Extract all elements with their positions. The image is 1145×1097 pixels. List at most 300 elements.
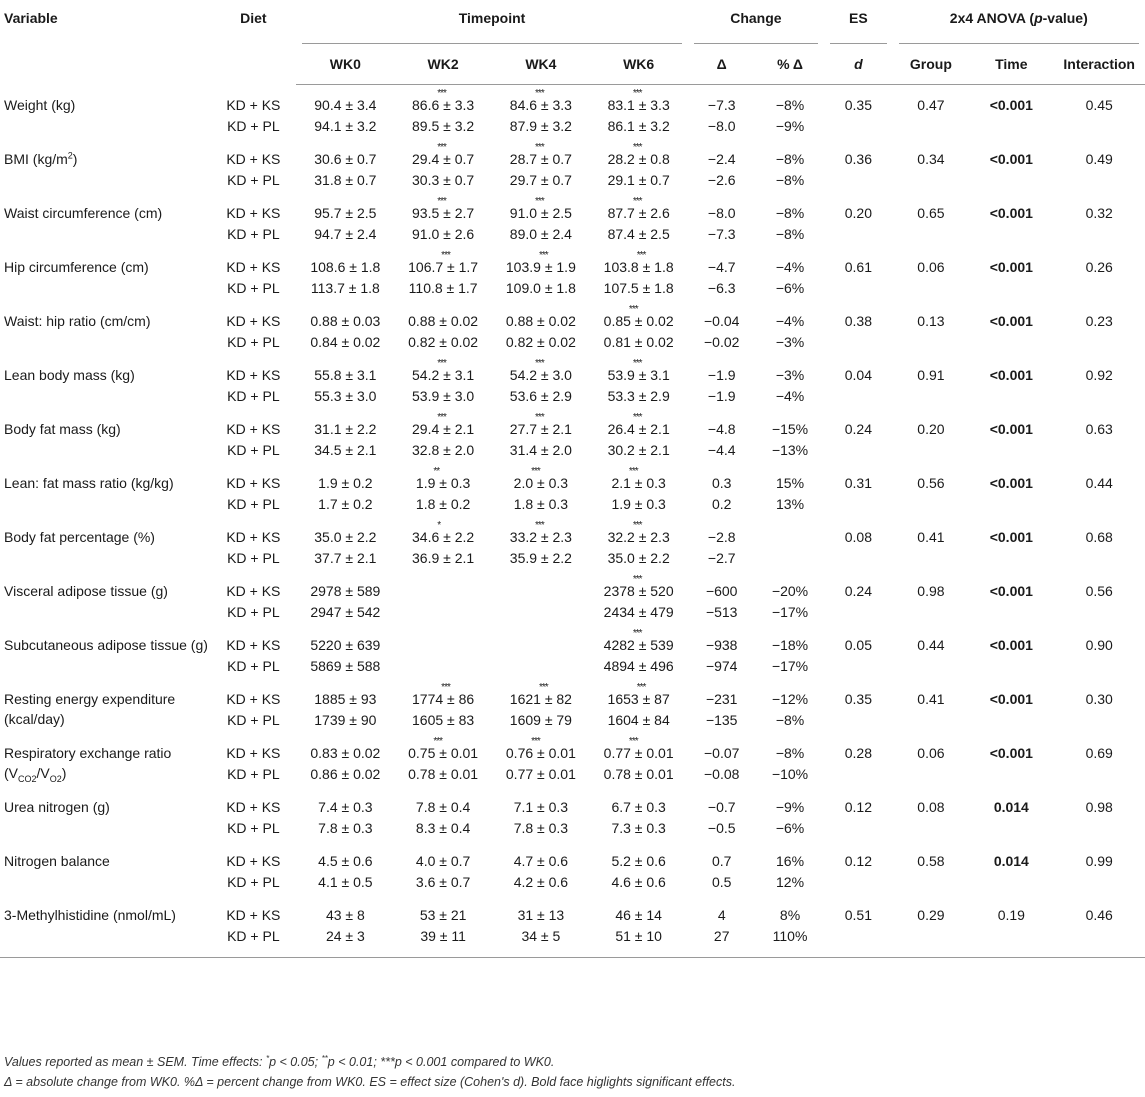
significance-stars: *** xyxy=(535,412,544,423)
diet-label: KD + KS xyxy=(226,259,281,275)
cell-wk0: 113.7 ± 1.8 xyxy=(310,280,380,296)
significance-stars: *** xyxy=(531,466,540,477)
cell-wk0: 30.6 ± 0.7 xyxy=(314,151,377,167)
cell-pct-delta: −20% xyxy=(771,583,809,599)
table-row xyxy=(0,301,1145,329)
table-body xyxy=(0,85,1145,958)
cell-wk4: 35.9 ± 2.2 xyxy=(509,550,572,566)
cell-delta: −231 xyxy=(705,691,738,707)
cell-wk6: 4894 ± 496 xyxy=(603,658,674,674)
diet-label: KD + PL xyxy=(227,658,280,674)
cell-wk6: 2434 ± 479 xyxy=(603,604,674,620)
cell-interaction-p: 0.44 xyxy=(1085,475,1113,491)
cell-pct-delta xyxy=(756,545,824,571)
cell-delta: −1.9 xyxy=(707,388,736,404)
cell-interaction-p: 0.68 xyxy=(1085,529,1113,545)
cell-wk2: 53.9 ± 3.0 xyxy=(412,388,475,404)
cell-es: 0.24 xyxy=(844,583,872,599)
cell-delta: −2.6 xyxy=(707,172,736,188)
cell-interaction-p: 0.23 xyxy=(1085,313,1113,329)
cell-wk6: 2.1 *** ± 0.3 xyxy=(611,466,666,491)
cell-pct-delta: −15% xyxy=(771,421,809,437)
cell-delta: −6.3 xyxy=(707,280,736,296)
cell-wk0: 31.8 ± 0.7 xyxy=(314,172,377,188)
cell-pct-delta: −17% xyxy=(771,658,809,674)
cell-wk2: 1605 ± 83 xyxy=(412,712,475,728)
cell-time-p: <0.001 xyxy=(989,475,1033,491)
cell-es: 0.05 xyxy=(844,637,872,653)
cell-interaction-p: 0.98 xyxy=(1085,799,1113,815)
cell-wk6: 0.77 *** ± 0.01 xyxy=(603,736,674,761)
cell-wk0: 55.3 ± 3.0 xyxy=(314,388,377,404)
header-time: Time xyxy=(969,44,1053,85)
cell-delta: −938 xyxy=(705,637,738,653)
cell-wk2: 93.5 *** ± 2.7 xyxy=(412,196,475,221)
significance-stars: *** xyxy=(632,88,642,99)
table-row xyxy=(0,787,1145,815)
cell-wk2: 32.8 ± 2.0 xyxy=(412,442,475,458)
diet-label: KD + KS xyxy=(226,907,281,923)
cell-interaction-p: 0.56 xyxy=(1085,583,1113,599)
cell-pct-delta: −8% xyxy=(775,172,805,188)
cell-delta: −1.9 xyxy=(707,367,736,383)
cell-wk4: 84.6 *** ± 3.3 xyxy=(509,88,572,113)
variable-name: Weight (kg) xyxy=(4,96,76,113)
cell-wk6: 32.2 *** ± 2.3 xyxy=(607,520,670,545)
diet-label: KD + KS xyxy=(226,151,281,167)
diet-label: KD + KS xyxy=(226,475,281,491)
significance-stars: *** xyxy=(433,736,443,747)
cell-group-p: 0.98 xyxy=(917,583,945,599)
cell-wk2: 89.5 ± 3.2 xyxy=(412,118,475,134)
significance-stars: *** xyxy=(531,736,540,747)
cell-pct-delta: −4% xyxy=(775,259,805,275)
cell-delta: −8.0 xyxy=(707,205,736,221)
cell-es: 0.24 xyxy=(844,421,872,437)
cell-wk4: 29.7 ± 0.7 xyxy=(509,172,572,188)
cell-wk6: 107.5 ± 1.8 xyxy=(603,280,674,296)
cell-group-p: 0.06 xyxy=(917,259,945,275)
cell-wk4: 91.0 *** ± 2.5 xyxy=(509,196,572,221)
variable-name: Urea nitrogen (g) xyxy=(4,799,110,815)
variable-name: Subcutaneous adipose tissue (g) xyxy=(4,637,208,653)
cell-pct-delta: −18% xyxy=(771,637,809,653)
cell-es: 0.20 xyxy=(844,205,872,221)
cell-es: 0.12 xyxy=(844,799,872,815)
cell-time-p: <0.001 xyxy=(989,313,1033,329)
cell-wk6: 53.3 ± 2.9 xyxy=(607,388,670,404)
cell-delta: −513 xyxy=(705,604,738,620)
significance-stars: *** xyxy=(437,412,446,423)
variable-name: Lean: fat mass ratio (kg/kg) xyxy=(4,475,174,491)
diet-label: KD + PL xyxy=(227,604,280,620)
cell-wk4: 28.7 *** ± 0.7 xyxy=(509,142,572,167)
table-row xyxy=(0,571,1145,599)
cell-group-p: 0.65 xyxy=(917,205,945,221)
significance-stars: * xyxy=(437,520,441,531)
cell-delta: −0.08 xyxy=(703,766,740,782)
significance-stars: *** xyxy=(437,196,446,207)
cell-group-p: 0.20 xyxy=(917,421,945,437)
cell-wk4: 1621 *** ± 82 xyxy=(509,682,572,707)
cell-wk6: 35.0 ± 2.2 xyxy=(607,550,670,566)
cell-pct-delta: −12% xyxy=(771,691,809,707)
cell-time-p: <0.001 xyxy=(989,151,1033,167)
significance-stars: *** xyxy=(538,250,548,261)
cell-pct-delta: −6% xyxy=(775,280,805,296)
cell-wk6: 83.1 *** ± 3.3 xyxy=(607,88,670,113)
cell-pct-delta: −8% xyxy=(775,205,805,221)
cell-wk4 xyxy=(492,625,590,653)
cell-wk4: 103.9 *** ± 1.9 xyxy=(505,250,576,275)
cell-wk2: 0.82 ± 0.02 xyxy=(408,334,479,350)
cell-pct-delta: −8% xyxy=(775,97,805,113)
cell-wk6: 6.7 ± 0.3 xyxy=(611,799,666,815)
cell-wk0: 31.1 ± 2.2 xyxy=(314,421,377,437)
cell-wk4: 1609 ± 79 xyxy=(509,712,572,728)
cell-wk2: 8.3 ± 0.4 xyxy=(415,820,471,836)
cell-group-p: 0.29 xyxy=(917,907,945,923)
diet-label: KD + PL xyxy=(227,334,280,350)
cell-wk0: 37.7 ± 2.1 xyxy=(314,550,377,566)
table-row xyxy=(0,463,1145,491)
cell-interaction-p: 0.63 xyxy=(1085,421,1113,437)
cell-es: 0.38 xyxy=(844,313,872,329)
cell-wk6: 46 ± 14 xyxy=(615,907,662,923)
header-wk2: WK2 xyxy=(394,44,492,85)
cell-wk0: 2978 ± 589 xyxy=(310,583,381,599)
cell-wk4: 31 ± 13 xyxy=(517,907,565,923)
diet-label: KD + KS xyxy=(226,799,281,815)
cell-delta: 4 xyxy=(717,907,726,923)
cell-interaction-p: 0.32 xyxy=(1085,205,1113,221)
significance-stars: *** xyxy=(441,250,450,261)
table-row xyxy=(0,517,1145,545)
cell-pct-delta: −17% xyxy=(771,604,809,620)
cell-group-p: 0.34 xyxy=(917,151,945,167)
cell-wk0: 1885 ± 93 xyxy=(314,691,377,707)
significance-stars: *** xyxy=(632,628,642,639)
cell-group-p: 0.47 xyxy=(917,97,945,113)
variable-name: Resting energy expenditure (kcal/day) xyxy=(4,691,176,727)
table-row xyxy=(0,355,1145,383)
cell-wk0: 108.6 ± 1.8 xyxy=(310,259,381,275)
diet-label: KD + PL xyxy=(227,766,280,782)
diet-label: KD + PL xyxy=(227,442,280,458)
cell-wk0: 90.4 ± 3.4 xyxy=(314,97,377,113)
significance-stars: *** xyxy=(628,304,638,315)
header-timepoint: Timepoint xyxy=(296,6,687,44)
cell-wk0: 0.83 ± 0.02 xyxy=(310,745,381,761)
cell-wk6: 1.9 ± 0.3 xyxy=(611,496,666,512)
cell-time-p: <0.001 xyxy=(989,259,1033,275)
cell-wk6: 1604 ± 84 xyxy=(607,712,670,728)
cell-wk0: 35.0 ± 2.2 xyxy=(314,529,377,545)
cell-delta: −135 xyxy=(705,712,738,728)
cell-time-p: <0.001 xyxy=(989,421,1033,437)
header-es: ES xyxy=(824,6,892,44)
cell-interaction-p: 0.30 xyxy=(1085,691,1113,707)
significance-stars: *** xyxy=(632,142,642,153)
diet-label: KD + KS xyxy=(226,313,281,329)
header-delta: Δ xyxy=(688,44,756,85)
significance-stars: *** xyxy=(632,412,642,423)
header-interaction: Interaction xyxy=(1053,44,1145,85)
cell-wk6: 4.6 ± 0.6 xyxy=(611,874,666,890)
header-wk6: WK6 xyxy=(590,44,688,85)
cell-wk2: 36.9 ± 2.1 xyxy=(412,550,475,566)
diet-label: KD + KS xyxy=(226,745,281,761)
header-pct-delta: % Δ xyxy=(756,44,824,85)
header-anova: 2x4 ANOVA (p-value) xyxy=(893,6,1145,44)
diet-label: KD + PL xyxy=(227,496,280,512)
cell-time-p: <0.001 xyxy=(989,637,1033,653)
cell-pct-delta: −4% xyxy=(775,388,805,404)
significance-stars: *** xyxy=(636,250,646,261)
table-row xyxy=(0,139,1145,167)
cell-interaction-p: 0.46 xyxy=(1085,907,1113,923)
variable-name: BMI $(kg/m^2)$ xyxy=(4,150,78,167)
cell-delta: −4.7 xyxy=(707,259,736,275)
cell-wk4: 1.8 ± 0.3 xyxy=(513,496,569,512)
cell-group-p: 0.58 xyxy=(917,853,945,869)
cell-time-p: <0.001 xyxy=(989,691,1033,707)
diet-label: KD + PL xyxy=(227,172,280,188)
cell-delta: 27 xyxy=(713,928,730,944)
cell-group-p: 0.06 xyxy=(917,745,945,761)
cell-delta: −0.07 xyxy=(703,745,740,761)
cell-wk0: 5869 ± 588 xyxy=(310,658,381,674)
cell-wk2: 3.6 ± 0.7 xyxy=(415,874,471,890)
cell-wk2: 1.9 ** ± 0.3 xyxy=(415,466,471,491)
cell-time-p: <0.001 xyxy=(989,205,1033,221)
cell-wk0: 5220 ± 639 xyxy=(310,637,381,653)
table-row xyxy=(0,409,1145,437)
cell-wk0: 1.7 ± 0.2 xyxy=(318,496,373,512)
header-change: Change xyxy=(688,6,825,44)
cell-pct-delta: −8% xyxy=(775,151,805,167)
cell-delta: −0.02 xyxy=(703,334,740,350)
cell-delta: −8.0 xyxy=(707,118,736,134)
cell-wk2: 54.2 *** ± 3.1 xyxy=(412,358,475,383)
cell-wk0: 43 ± 8 xyxy=(325,907,365,923)
cell-es: 0.31 xyxy=(844,475,872,491)
cell-pct-delta: 12% xyxy=(776,874,805,890)
diet-label: KD + PL xyxy=(227,712,280,728)
diet-label: KD + PL xyxy=(227,550,280,566)
cell-wk0: 4.5 ± 0.6 xyxy=(318,853,373,869)
variable-name: Waist: hip ratio (cm/cm) xyxy=(4,313,151,329)
diet-label: KD + PL xyxy=(227,388,280,404)
cell-wk4: 34 ± 5 xyxy=(521,928,561,944)
significance-stars: *** xyxy=(437,88,446,99)
diet-label: KD + PL xyxy=(227,928,280,944)
diet-label: KD + PL xyxy=(227,820,280,836)
cell-wk6: 0.78 ± 0.01 xyxy=(603,766,674,782)
variable-name: Nitrogen balance xyxy=(4,853,110,869)
cell-wk6: 26.4 *** ± 2.1 xyxy=(607,412,670,437)
cell-wk2: 0.78 ± 0.01 xyxy=(408,766,479,782)
table-footnote xyxy=(4,1052,735,1092)
diet-label: KD + PL xyxy=(227,226,280,242)
cell-pct-delta: −8% xyxy=(775,745,805,761)
cell-delta: 0.5 xyxy=(711,874,732,890)
cell-pct-delta: −6% xyxy=(775,820,805,836)
table-row xyxy=(0,679,1145,707)
diet-label: KD + KS xyxy=(226,421,281,437)
cell-group-p: 0.41 xyxy=(917,691,945,707)
cell-wk4 xyxy=(492,571,590,599)
cell-delta: 0.7 xyxy=(711,853,732,869)
cell-delta: −600 xyxy=(705,583,738,599)
cell-delta: −2.8 xyxy=(707,529,736,545)
table-row xyxy=(0,895,1145,923)
cell-pct-delta: −9% xyxy=(775,118,805,134)
significance-stars: *** xyxy=(636,682,646,693)
cell-wk0: 0.84 ± 0.02 xyxy=(310,334,381,350)
diet-label: KD + KS xyxy=(226,691,281,707)
cell-pct-delta: −10% xyxy=(771,766,809,782)
cell-wk0: 1739 ± 90 xyxy=(314,712,377,728)
cell-time-p: <0.001 xyxy=(989,745,1033,761)
header-d: d xyxy=(824,44,892,85)
cell-wk0: 0.88 ± 0.03 xyxy=(310,313,381,329)
significance-stars: *** xyxy=(535,88,544,99)
cell-wk6: 5.2 ± 0.6 xyxy=(611,853,666,869)
cell-wk2: 34.6 * ± 2.2 xyxy=(412,520,475,545)
cell-group-p: 0.56 xyxy=(917,475,945,491)
significance-stars: *** xyxy=(632,196,642,207)
results-table xyxy=(0,6,1145,958)
cell-es: 0.08 xyxy=(844,529,872,545)
cell-delta: −0.5 xyxy=(707,820,736,836)
cell-wk4: 7.8 ± 0.3 xyxy=(513,820,569,836)
cell-wk4: 89.0 ± 2.4 xyxy=(509,226,572,242)
cell-wk4: 53.6 ± 2.9 xyxy=(509,388,572,404)
diet-label: KD + KS xyxy=(226,205,281,221)
cell-pct-delta: 16% xyxy=(776,853,805,869)
significance-stars: *** xyxy=(441,682,450,693)
cell-wk6: 4282 *** ± 539 xyxy=(603,628,674,653)
cell-delta: −2.4 xyxy=(707,151,736,167)
significance-stars: *** xyxy=(628,736,638,747)
footnote-line-2: Δ = absolute change from WK0. %Δ = percent change from WK0. ES = effect size (Cohen's d). Bold face higlights significant effects. xyxy=(4,1075,736,1089)
cell-pct-delta: 13% xyxy=(776,496,805,512)
cell-group-p: 0.08 xyxy=(917,799,945,815)
cell-interaction-p: 0.49 xyxy=(1085,151,1113,167)
cell-wk2: 1.8 ± 0.2 xyxy=(415,496,471,512)
variable-name: Visceral adipose tissue (g) xyxy=(4,583,168,599)
cell-wk0: 55.8 ± 3.1 xyxy=(314,367,377,383)
cell-wk4: 33.2 *** ± 2.3 xyxy=(509,520,572,545)
cell-wk2: 39 ± 11 xyxy=(420,928,466,944)
cell-wk4: 87.9 ± 3.2 xyxy=(509,118,572,134)
footnote-line-1: Values reported as mean ± SEM. Time effects: *p < 0.05; **p < 0.01; ***p < 0.001 compared to WK0. xyxy=(4,1053,555,1069)
cell-wk6: 29.1 ± 0.7 xyxy=(607,172,670,188)
header-wk4: WK4 xyxy=(492,44,590,85)
diet-label: KD + KS xyxy=(226,583,281,599)
significance-stars: *** xyxy=(632,358,642,369)
cell-wk0: 95.7 ± 2.5 xyxy=(314,205,377,221)
cell-wk6: 28.2 *** ± 0.8 xyxy=(607,142,670,167)
cell-pct-delta: −8% xyxy=(775,226,805,242)
significance-stars: ** xyxy=(433,466,440,477)
cell-wk4: 0.77 ± 0.01 xyxy=(505,766,576,782)
cell-pct-delta: −3% xyxy=(775,334,805,350)
cell-wk2: 106.7 *** ± 1.7 xyxy=(408,250,479,275)
cell-delta: −0.04 xyxy=(703,313,740,329)
cell-time-p: <0.001 xyxy=(989,367,1033,383)
cell-wk4: 0.88 ± 0.02 xyxy=(505,313,576,329)
cell-delta: −2.7 xyxy=(707,550,736,566)
table-row xyxy=(0,193,1145,221)
cell-time-p: 0.19 xyxy=(997,907,1025,923)
cell-wk0: 0.86 ± 0.02 xyxy=(310,766,381,782)
diet-label: KD + KS xyxy=(226,529,281,545)
cell-wk4: 27.7 *** ± 2.1 xyxy=(509,412,572,437)
cell-pct-delta: 8% xyxy=(779,907,801,923)
cell-delta: −7.3 xyxy=(707,97,736,113)
cell-wk4: 31.4 ± 2.0 xyxy=(509,442,572,458)
cell-wk6: 53.9 *** ± 3.1 xyxy=(607,358,670,383)
cell-delta: 0.3 xyxy=(711,475,732,491)
cell-wk6: 0.85 *** ± 0.02 xyxy=(603,304,674,329)
cell-wk2 xyxy=(394,599,492,625)
cell-wk2: 7.8 ± 0.4 xyxy=(415,799,471,815)
cell-interaction-p: 0.92 xyxy=(1085,367,1113,383)
table-row xyxy=(0,85,1145,114)
cell-wk2: 53 ± 21 xyxy=(419,907,467,923)
cell-wk0: 7.4 ± 0.3 xyxy=(318,799,373,815)
cell-wk6: 0.81 ± 0.02 xyxy=(603,334,674,350)
cell-es: 0.61 xyxy=(844,259,872,275)
cell-wk0: 34.5 ± 2.1 xyxy=(314,442,377,458)
cell-interaction-p: 0.26 xyxy=(1085,259,1113,275)
diet-label: KD + KS xyxy=(226,367,281,383)
cell-wk2: 1774 *** ± 86 xyxy=(412,682,475,707)
variable-name: Body fat percentage (%) xyxy=(4,529,155,545)
cell-group-p: 0.13 xyxy=(917,313,945,329)
table-row xyxy=(0,841,1145,869)
variable-name: Hip circumference (cm) xyxy=(4,259,149,275)
significance-stars: *** xyxy=(535,196,544,207)
cell-wk2: 29.4 *** ± 2.1 xyxy=(412,412,475,437)
cell-wk4: 4.2 ± 0.6 xyxy=(513,874,569,890)
cell-wk4: 7.1 ± 0.3 xyxy=(513,799,569,815)
cell-delta: −4.4 xyxy=(707,442,736,458)
cell-pct-delta xyxy=(756,517,824,545)
cell-wk2: 29.4 *** ± 0.7 xyxy=(412,142,475,167)
cell-es: 0.28 xyxy=(844,745,872,761)
cell-wk4: 0.76 *** ± 0.01 xyxy=(505,736,576,761)
significance-stars: *** xyxy=(437,142,446,153)
cell-wk6: 2378 *** ± 520 xyxy=(603,574,674,599)
cell-delta: −974 xyxy=(705,658,738,674)
cell-es: 0.35 xyxy=(844,97,872,113)
variable-name: Waist circumference (cm) xyxy=(4,205,163,221)
significance-stars: *** xyxy=(535,142,544,153)
cell-pct-delta: 110% xyxy=(772,928,808,944)
cell-interaction-p: 0.69 xyxy=(1085,745,1113,761)
cell-wk6: 87.4 ± 2.5 xyxy=(607,226,670,242)
cell-delta: −0.7 xyxy=(707,799,736,815)
table-row xyxy=(0,247,1145,275)
diet-label: KD + PL xyxy=(227,280,280,296)
diet-label: KD + PL xyxy=(227,118,280,134)
cell-pct-delta: −8% xyxy=(775,712,805,728)
significance-stars: *** xyxy=(535,520,544,531)
cell-interaction-p: 0.45 xyxy=(1085,97,1113,113)
